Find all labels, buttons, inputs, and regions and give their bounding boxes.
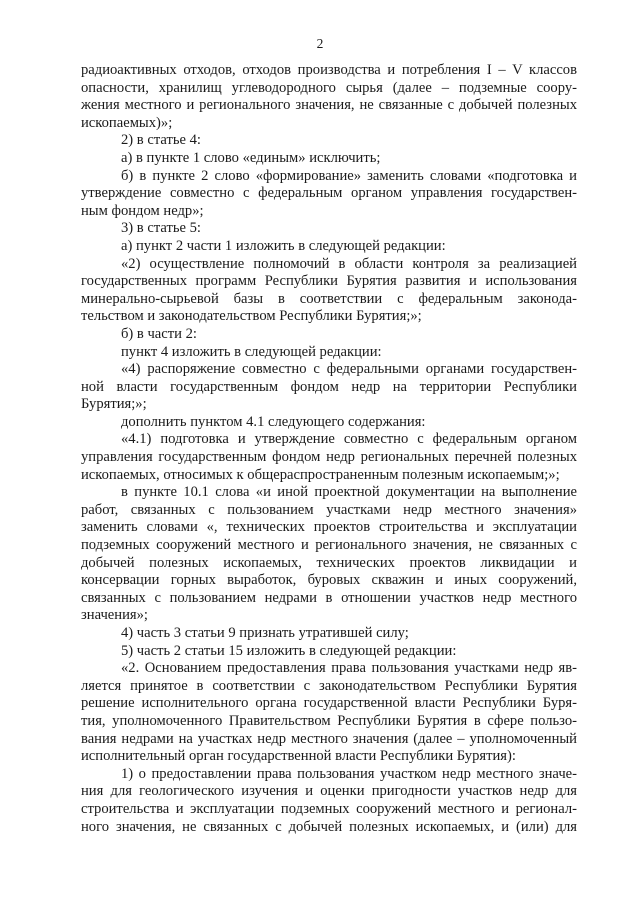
document-body [81,62,577,836]
text-line: заменить словами «, технических проектов строительства и эксплуатации [81,519,577,536]
text-line: подземных сооружений местного и регионального значения, не связанных с [81,537,577,554]
text-line: б) в части 2: [121,325,197,342]
text-line: «2) осуществление полномочий в области контроля за реализацией [121,255,577,272]
text-line: тельством и законодательством Республики Бурятия;»; [81,308,422,325]
text-line: связанных с пользованием недрами в отношении участков недр местного [81,589,577,606]
text-line: «4.1) подготовка и утверждение совместно с федеральным органом [121,431,577,448]
text-line: «2. Основанием предоставления права пользования участками недр яв- [121,660,577,677]
text-line: консервации горных выработок, буровых скважин и иных сооружений, [81,572,577,589]
text-line: строительства и эксплуатации подземных сооружений местного и регионал- [81,800,577,817]
text-line: утверждение совместно с федеральным органом управления государствен- [81,185,577,202]
text-line: ископаемых, относимых к общераспространенным полезным ископаемым;»; [81,466,560,483]
text-line: в пункте 10.1 слова «и иной проектной документации на выполнение [121,484,577,501]
text-line: ной власти государственным фондом недр на территории Республики [81,378,577,395]
text-line: работ, связанных с пользованием участками недр местного значения» [81,501,577,518]
text-line: ния для геологического изучения и оценки пригодности участков недр для [81,783,577,800]
text-line: 4) часть 3 статьи 9 признать утратившей силу; [121,625,409,641]
text-line: добычей полезных ископаемых, технических проектов ликвидации и [81,554,577,571]
text-line: управления государственным фондом недр региональных перечней полезных [81,449,577,466]
text-line: вания недрами на участках недр местного значения (далее – уполномоченный [81,730,577,747]
text-line: 3) в статье 5: [121,220,201,237]
text-line: Бурятия;»; [81,396,147,413]
text-line: радиоактивных отходов, отходов производства и потребления I – V классов [81,62,577,78]
text-line: решение исполнительного органа государственной власти Республики Буря- [81,695,577,712]
text-line: дополнить пунктом 4.1 следующего содержания: [121,413,426,430]
text-line: 5) часть 2 статьи 15 изложить в следующей редакции: [121,642,457,659]
text-line: государственных программ Республики Бурятия развития и использования [81,273,577,290]
text-line: тия, уполномоченного Правительством Республики Бурятия в сфере пользо- [81,712,577,729]
text-line: ным фондом недр»; [81,202,204,219]
text-line: пункт 4 изложить в следующей редакции: [121,343,382,360]
text-line: 2) в статье 4: [121,132,201,149]
page-number: 2 [316,36,324,51]
text-line: опасности, хранилищ углеводородного сырья (далее – подземные соору- [81,79,577,96]
text-line: ископаемых)»; [81,114,173,131]
text-line: ляется принятое в соответствии с законодательством Республики Бурятия [81,677,577,694]
text-line: «4) распоряжение совместно с федеральными органами государствен- [121,361,577,378]
text-line: ного значения, не связанных с добычей полезных ископаемых, и (или) для [81,818,577,835]
text-line: минерально-сырьевой базы в соответствии с федеральным законода- [81,290,577,307]
text-line: исполнительный орган государственной власти Республики Бурятия): [81,748,516,765]
text-line: значения»; [81,607,148,624]
text-line: а) в пункте 1 слово «единым» исключить; [121,149,381,166]
text-line: а) пункт 2 части 1 изложить в следующей редакции: [121,237,446,254]
text-line: б) в пункте 2 слово «формирование» заменить словами «подготовка и [121,167,577,184]
text-line: жения местного и регионального значения, не связанные с добычей полезных [81,97,577,114]
text-line: 1) о предоставлении права пользования участком недр местного значе- [121,765,577,782]
